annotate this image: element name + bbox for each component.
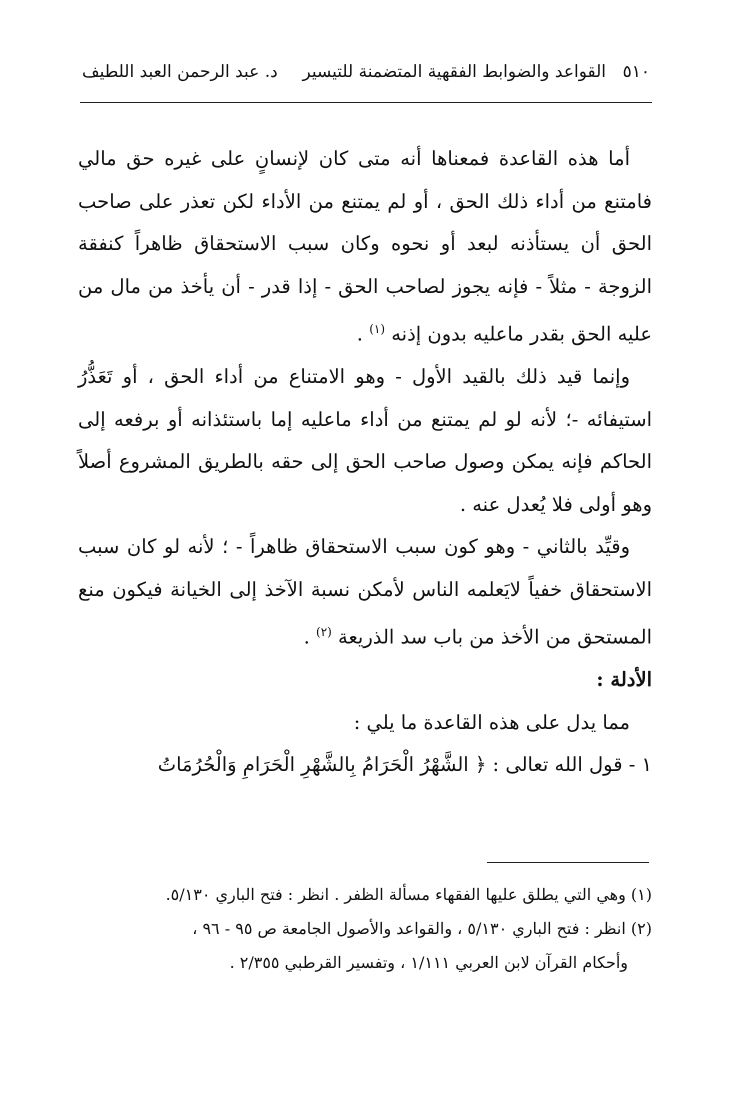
- evidence-intro: مما يدل على هذه القاعدة ما يلي :: [353, 710, 630, 734]
- footnote-ref-2: (٢): [316, 625, 332, 639]
- header-divider: [80, 102, 652, 103]
- footnote-2-continuation: وأحكام القرآن لابن العربي ١/١١١ ، وتفسير القرطبي ٢/٣٥٥ .: [229, 953, 628, 972]
- section-heading: الأدلة :: [596, 668, 652, 691]
- page-number: ٥١٠: [622, 62, 650, 82]
- book-title: القواعد والضوابط الفقهية المتضمنة للتيسير: [302, 62, 606, 82]
- sentence-end: .: [356, 322, 370, 346]
- footnote-1: (١) وهي التي يطلق عليها الفقهاء مسألة الظفر . انظر : فتح الباري ٥/١٣٠.: [165, 885, 652, 904]
- paragraph-first-condition: وإنما قيد ذلك بالقيد الأول - وهو الامتناع من أداء الحق ، أو تَعَذُّرُ استيفائه -؛ لأنه لو لم يمتنع من أداء ماعليه إما باستئذانه أو برفعه إلى الحاكم فإنه يمكن وصول صاحب الحق إلى حقه بالطريق المشروع أصلاً وهو أولى فلا يُعدل عنه .: [78, 365, 652, 516]
- main-text: [78, 138, 652, 787]
- footnotes: [78, 878, 652, 980]
- paragraph-text: وقيِّد بالثاني - وهو كون سبب الاستحقاق ظاهراً - ؛ لأنه لو كان سبب الاستحقاق خفياً لايَعلمه الناس لأمكن نسبة الآخذ إلى الخيانة فيكون منع المستحق من الأخذ من باب سد الذريعة: [78, 535, 652, 649]
- page-header: [82, 58, 650, 92]
- footnote-2: (٢) انظر : فتح الباري ٥/١٣٠ ، والقواعد والأصول الجامعة ص ٩٥ - ٩٦ ،: [192, 919, 652, 938]
- paragraph-text: أما هذه القاعدة فمعناها أنه متى كان لإنسانٍ على غيره حق مالي فامتنع من أداء ذلك الحق ، أو لم يمتنع من الأداء لكن تعذر على صاحب الحق أن يستأذنه لبعد أو نحوه وكان سبب الاستحقاق ظاهراً كنفقة الزوجة - مثلاً - فإنه يجوز لصاحب الحق - إذا قدر - أن يأخذ من مال من عليه الحق بقدر ماعليه بدون إذنه: [78, 147, 652, 346]
- paragraph-second-condition: [78, 526, 652, 659]
- evidence-item-1: ١ - قول الله تعالى : ﴿ الشَّهْرُ الْحَرَامُ بِالشَّهْرِ الْحَرَامِ وَالْحُرُمَاتُ: [157, 753, 652, 776]
- footnote-ref-1: (١): [369, 322, 386, 336]
- paragraph-meaning: [78, 138, 652, 356]
- sentence-end: .: [303, 625, 316, 649]
- footnote-divider: [487, 862, 649, 863]
- author-name: د. عبد الرحمن العبد اللطيف: [82, 62, 278, 82]
